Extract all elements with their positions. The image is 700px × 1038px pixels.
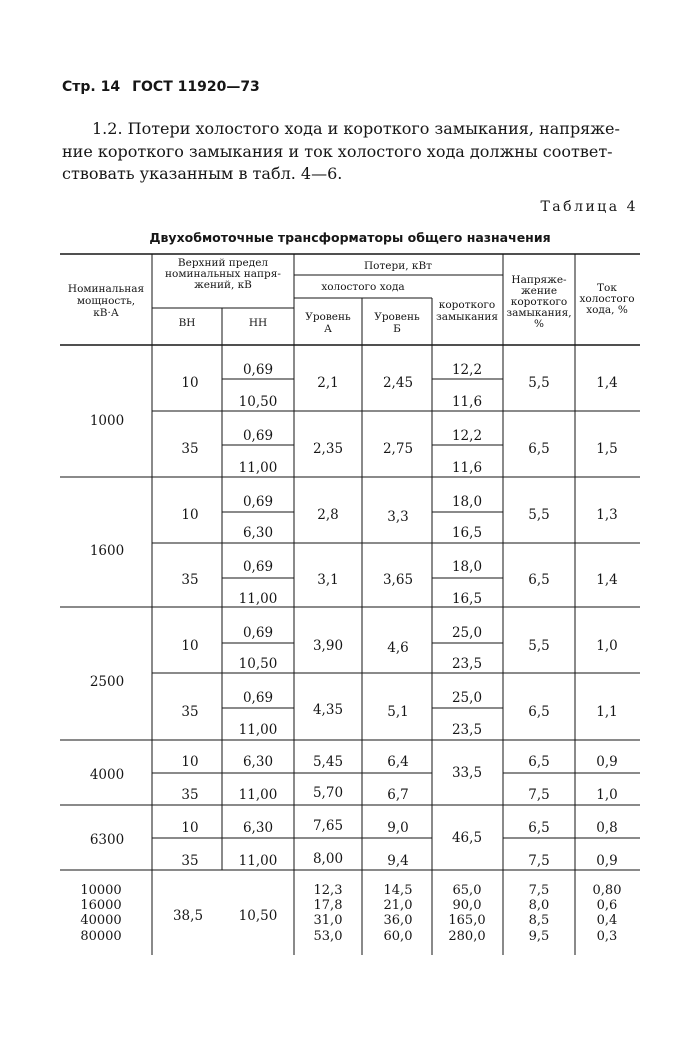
hdr-power-2: мощность, — [76, 295, 136, 307]
vn-cell: 35 — [181, 572, 199, 588]
hdr-sc-2: замыкания — [436, 311, 498, 323]
nn-cell: 0,69 — [242, 625, 274, 641]
current-cell: 0,80 — [592, 883, 622, 898]
nn-cell: 0,69 — [242, 362, 274, 378]
hdr-level-b-1: Уровень — [374, 311, 420, 323]
level-a-cell: 12,3 — [313, 883, 343, 898]
hdr-level-b-2: Б — [393, 323, 401, 335]
power-cell: 4000 — [89, 767, 125, 783]
vn-cell: 35 — [181, 704, 199, 720]
level-a-cell: 4,35 — [312, 702, 344, 718]
hdr-i-1: Ток — [597, 282, 617, 294]
level-a-cell: 7,65 — [312, 818, 344, 834]
vn-cell: 10 — [181, 638, 199, 654]
nn-cell: 6,30 — [242, 525, 274, 541]
level-b-cell: 21,0 — [383, 898, 413, 913]
current-cell: 0,4 — [596, 913, 618, 928]
block-1600 — [90, 494, 618, 607]
nn-cell: 6,30 — [242, 754, 274, 770]
nn-cell: 11,00 — [238, 787, 278, 803]
power-cell: 16000 — [80, 898, 122, 913]
vn-cell: 38,5 — [172, 908, 204, 924]
standard-code: ГОСТ 11920—73 — [132, 79, 260, 95]
usc-cell: 7,5 — [528, 787, 550, 803]
current-cell: 1,0 — [596, 638, 618, 654]
hdr-i-3: хода, % — [586, 304, 628, 316]
table-rules — [60, 254, 640, 955]
power-cell: 1600 — [89, 543, 125, 559]
sc-cell: 16,5 — [451, 591, 483, 607]
nn-cell: 0,69 — [242, 690, 274, 706]
level-a-cell: 31,0 — [313, 913, 343, 928]
level-a-cell: 2,1 — [317, 375, 339, 391]
level-b-cell: 4,6 — [387, 640, 409, 656]
table-number: Таблица 4 — [540, 199, 638, 215]
sc-cell: 11,6 — [451, 394, 483, 410]
nn-cell: 0,69 — [242, 559, 274, 575]
usc-cell: 5,5 — [528, 375, 550, 391]
nn-cell: 10,50 — [238, 656, 278, 672]
level-b-cell: 3,65 — [382, 572, 414, 588]
level-a-cell: 3,90 — [312, 638, 344, 654]
power-cell: 2500 — [89, 674, 125, 690]
usc-cell: 6,5 — [528, 441, 550, 457]
hdr-voltage-1: Верхний предел — [177, 257, 269, 269]
level-b-cell: 14,5 — [383, 883, 413, 898]
vn-cell: 10 — [181, 507, 199, 523]
vn-cell: 35 — [181, 853, 199, 869]
level-a-cell: 5,45 — [312, 754, 344, 770]
level-a-cell: 3,1 — [317, 572, 339, 588]
current-cell: 1,4 — [596, 375, 618, 391]
paragraph-line-2: ние короткого замыкания и ток холостого хода должны соответ- — [62, 141, 613, 161]
current-cell: 1,3 — [596, 507, 618, 523]
usc-cell: 6,5 — [528, 572, 550, 588]
hdr-vn: ВН — [178, 317, 196, 329]
current-cell: 1,4 — [596, 572, 618, 588]
level-a-cell: 17,8 — [313, 898, 343, 913]
usc-cell: 8,5 — [528, 913, 550, 928]
vn-cell: 35 — [181, 787, 199, 803]
usc-cell: 8,0 — [528, 898, 550, 913]
hdr-noload: холостого хода — [321, 281, 405, 293]
block-6300 — [90, 818, 618, 869]
level-b-cell: 9,4 — [387, 853, 409, 869]
sc-cell: 16,5 — [451, 525, 483, 541]
hdr-usc-4: замыкания, — [506, 307, 572, 319]
nn-cell: 10,50 — [238, 394, 278, 410]
power-cell: 1000 — [89, 413, 125, 429]
sc-cell: 33,5 — [451, 765, 483, 781]
hdr-level-a-2: А — [324, 323, 332, 335]
table-caption: Двухобмоточные трансформаторы общего назначения — [149, 230, 551, 245]
sc-cell: 18,0 — [451, 559, 483, 575]
page-number: Стр. 14 — [62, 79, 121, 95]
nn-cell: 0,69 — [242, 428, 274, 444]
nn-cell: 11,00 — [238, 460, 278, 476]
power-cell: 80000 — [80, 929, 122, 944]
table-headers — [68, 257, 635, 335]
level-b-cell: 9,0 — [387, 820, 409, 836]
sc-cell: 11,6 — [451, 460, 483, 476]
current-cell: 1,5 — [596, 441, 618, 457]
usc-cell: 7,5 — [528, 853, 550, 869]
hdr-losses: Потери, кВт — [364, 260, 432, 272]
level-a-cell: 2,35 — [312, 441, 344, 457]
usc-cell: 5,5 — [528, 507, 550, 523]
current-cell: 0,9 — [596, 754, 618, 770]
nn-cell: 11,00 — [238, 853, 278, 869]
level-a-cell: 8,00 — [312, 851, 344, 867]
hdr-power-1: Номинальная — [67, 283, 145, 295]
current-cell: 1,1 — [596, 704, 618, 720]
level-b-cell: 2,75 — [382, 441, 414, 457]
block-4000 — [90, 754, 618, 803]
nn-cell: 11,00 — [238, 722, 278, 738]
sc-cell: 90,0 — [452, 898, 482, 913]
usc-cell: 6,5 — [528, 704, 550, 720]
sc-cell: 46,5 — [451, 830, 483, 846]
current-cell: 0,3 — [596, 929, 618, 944]
vn-cell: 10 — [181, 820, 199, 836]
power-cell: 10000 — [80, 883, 122, 898]
hdr-voltage-3: жений, кВ — [194, 279, 252, 291]
current-cell: 0,6 — [596, 898, 618, 913]
usc-cell: 6,5 — [528, 820, 550, 836]
level-b-cell: 6,4 — [387, 754, 409, 770]
hdr-usc-1: Напряже- — [511, 274, 567, 286]
sc-cell: 12,2 — [451, 362, 483, 378]
power-cell: 40000 — [80, 913, 122, 928]
sc-cell: 65,0 — [452, 883, 482, 898]
sc-cell: 25,0 — [451, 690, 483, 706]
level-b-cell: 6,7 — [387, 787, 409, 803]
sc-cell: 25,0 — [451, 625, 483, 641]
nn-cell: 6,30 — [242, 820, 274, 836]
block-large — [80, 883, 621, 944]
level-b-cell: 2,45 — [382, 375, 414, 391]
nn-cell: 11,00 — [238, 591, 278, 607]
vn-cell: 10 — [181, 375, 199, 391]
level-a-cell: 53,0 — [313, 929, 343, 944]
current-cell: 0,9 — [596, 853, 618, 869]
sc-cell: 23,5 — [451, 656, 483, 672]
hdr-nn: НН — [248, 317, 268, 329]
hdr-i-2: холостого — [579, 293, 635, 305]
nn-cell: 0,69 — [242, 494, 274, 510]
sc-cell: 23,5 — [451, 722, 483, 738]
level-b-cell: 60,0 — [383, 929, 413, 944]
power-cell: 6300 — [89, 832, 125, 848]
hdr-usc-3: короткого — [510, 296, 568, 308]
level-a-cell: 5,70 — [312, 785, 344, 801]
hdr-power-3: кВ·А — [93, 307, 119, 319]
hdr-level-a-1: Уровень — [305, 311, 351, 323]
paragraph-line-1: 1.2. Потери холостого хода и короткого замыкания, напряже- — [92, 119, 620, 138]
hdr-usc-5: % — [534, 318, 544, 330]
current-cell: 1,0 — [596, 787, 618, 803]
paragraph-line-3: ствовать указанным в табл. 4—6. — [62, 164, 343, 183]
sc-cell: 12,2 — [451, 428, 483, 444]
level-a-cell: 2,8 — [317, 507, 339, 523]
hdr-usc-2: жение — [520, 285, 558, 297]
hdr-sc-1: короткого — [438, 299, 496, 311]
vn-cell: 10 — [181, 754, 199, 770]
nn-cell: 10,50 — [238, 908, 278, 924]
current-cell: 0,8 — [596, 820, 618, 836]
usc-cell: 7,5 — [528, 883, 550, 898]
sc-cell: 165,0 — [448, 913, 486, 928]
level-b-cell: 36,0 — [383, 913, 413, 928]
usc-cell: 5,5 — [528, 638, 550, 654]
block-2500 — [90, 625, 618, 738]
usc-cell: 9,5 — [528, 929, 550, 944]
usc-cell: 6,5 — [528, 754, 550, 770]
level-b-cell: 3,3 — [387, 509, 409, 525]
sc-cell: 280,0 — [448, 929, 486, 944]
sc-cell: 18,0 — [451, 494, 483, 510]
vn-cell: 35 — [181, 441, 199, 457]
block-1000 — [90, 362, 618, 476]
hdr-voltage-2: номинальных напря- — [165, 268, 281, 280]
level-b-cell: 5,1 — [387, 704, 409, 720]
